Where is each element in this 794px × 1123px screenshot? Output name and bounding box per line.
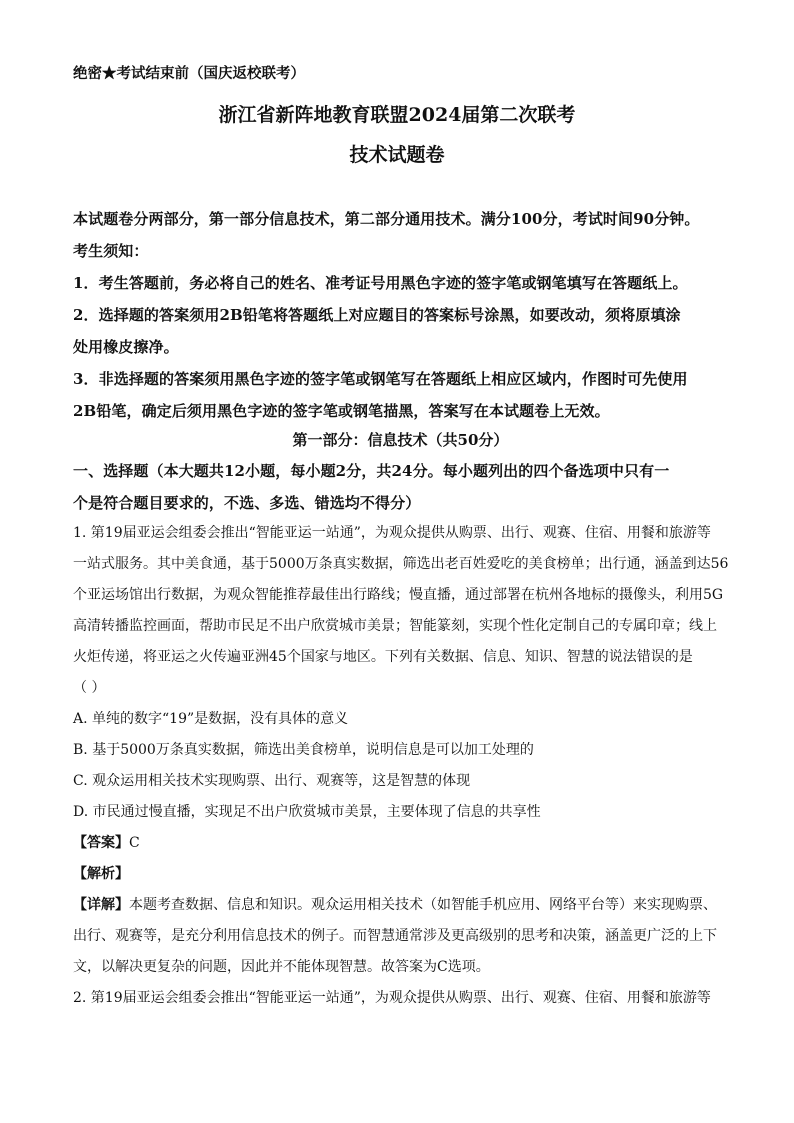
q1-option-d: D. 市民通过慢直播，实现足不出户欣赏城市美景，主要体现了信息的共享性 xyxy=(73,804,541,820)
intro-block xyxy=(73,203,728,427)
q1-option-c: C. 观众运用相关技术实现购票、出行、观赛等，这是智慧的体现 xyxy=(73,773,471,789)
exam-subtitle: 技术试题卷 xyxy=(349,144,445,166)
notice-item-2b: 处用橡皮擦净。 xyxy=(73,338,179,356)
q2-stem-line: 2. 第19届亚运会组委会推出“智能亚运一站通”，为观众提供从购票、出行、观赛、住宿、用餐和旅游等 xyxy=(73,990,711,1006)
part1-block xyxy=(73,425,728,519)
q1-detail-line: 出行、观赛等，是充分利用信息技术的例子。而智慧通常涉及更高级别的思考和决策，涵盖更广泛的上下 xyxy=(73,928,717,944)
notice-item-3a: 3．非选择题的答案须用黑色字迹的签字笔或钢笔写在答题纸上相应区域内，作图时可先使用 xyxy=(73,370,688,388)
section1-heading-b: 个是符合题目要求的，不选、多选、错选均不得分） xyxy=(73,494,421,512)
q1-detail-line: 文，以解决更复杂的问题，因此并不能体现智慧。故答案为C选项。 xyxy=(73,959,490,975)
detail-text: 本题考查数据、信息和知识。观众运用相关技术（如智能手机应用、网络平台等）来实现购票、 xyxy=(129,897,717,913)
q1-option-a: A. 单纯的数字“19”是数据，没有具体的意义 xyxy=(73,711,349,727)
part1-title: 第一部分：信息技术（共50分） xyxy=(292,431,509,449)
detail-label: 【详解】 xyxy=(73,897,129,913)
q1-answer-blank: （ ） xyxy=(73,680,106,696)
intro-line: 本试题卷分两部分，第一部分信息技术，第二部分通用技术。满分100分，考试时间90分钟。 xyxy=(73,210,700,228)
q1-option-b: B. 基于5000万条真实数据，筛选出美食榜单，说明信息是可以加工处理的 xyxy=(73,742,534,758)
q1-stem-line: 个亚运场馆出行数据，为观众智能推荐最佳出行路线；慢直播，通过部署在杭州各地标的摄像头，利用5G xyxy=(73,587,724,603)
section1-heading-a: 一、选择题（本大题共12小题，每小题2分，共24分。每小题列出的四个备选项中只有一 xyxy=(73,462,670,480)
answer-value: C xyxy=(129,835,140,851)
q1-detail-line xyxy=(73,890,728,921)
q1-answer xyxy=(73,828,728,859)
q1-stem-line: 高清转播监控画面，帮助市民足不出户欣赏城市美景；智能篆刻，实现个性化定制自己的专属印章；线上 xyxy=(73,618,717,634)
q1-stem-line: 一站式服务。其中美食通，基于5000万条真实数据，筛选出老百姓爱吃的美食榜单；出行通，涵盖到达56 xyxy=(73,556,729,572)
notice-item-1: 1．考生答题前，务必将自己的姓名、准考证号用黑色字迹的签字笔或钢笔填写在答题纸上。 xyxy=(73,274,688,292)
exam-title: 浙江省新阵地教育联盟2024届第二次联考 xyxy=(218,104,576,126)
q1-stem-line: 1. 第19届亚运会组委会推出“智能亚运一站通”，为观众提供从购票、出行、观赛、住宿、用餐和旅游等 xyxy=(73,525,711,541)
notice-item-2a: 2．选择题的答案须用2B铅笔将答题纸上对应题目的答案标号涂黑，如要改动，须将原填涂 xyxy=(73,306,681,324)
answer-label: 【答案】 xyxy=(73,835,129,851)
question-1 xyxy=(73,518,728,1014)
notice-item-3b: 2B铅笔，确定后须用黑色字迹的签字笔或钢笔描黑，答案写在本试题卷上无效。 xyxy=(73,402,610,420)
q1-stem-line: 火炬传递，将亚运之火传遍亚洲45个国家与地区。下列有关数据、信息、知识、智慧的说法错误的是 xyxy=(73,649,693,665)
analysis-label: 【解析】 xyxy=(73,866,129,882)
notice-heading: 考生须知： xyxy=(73,242,149,260)
confidential-label: 绝密★考试结束前（国庆返校联考） xyxy=(73,65,305,82)
